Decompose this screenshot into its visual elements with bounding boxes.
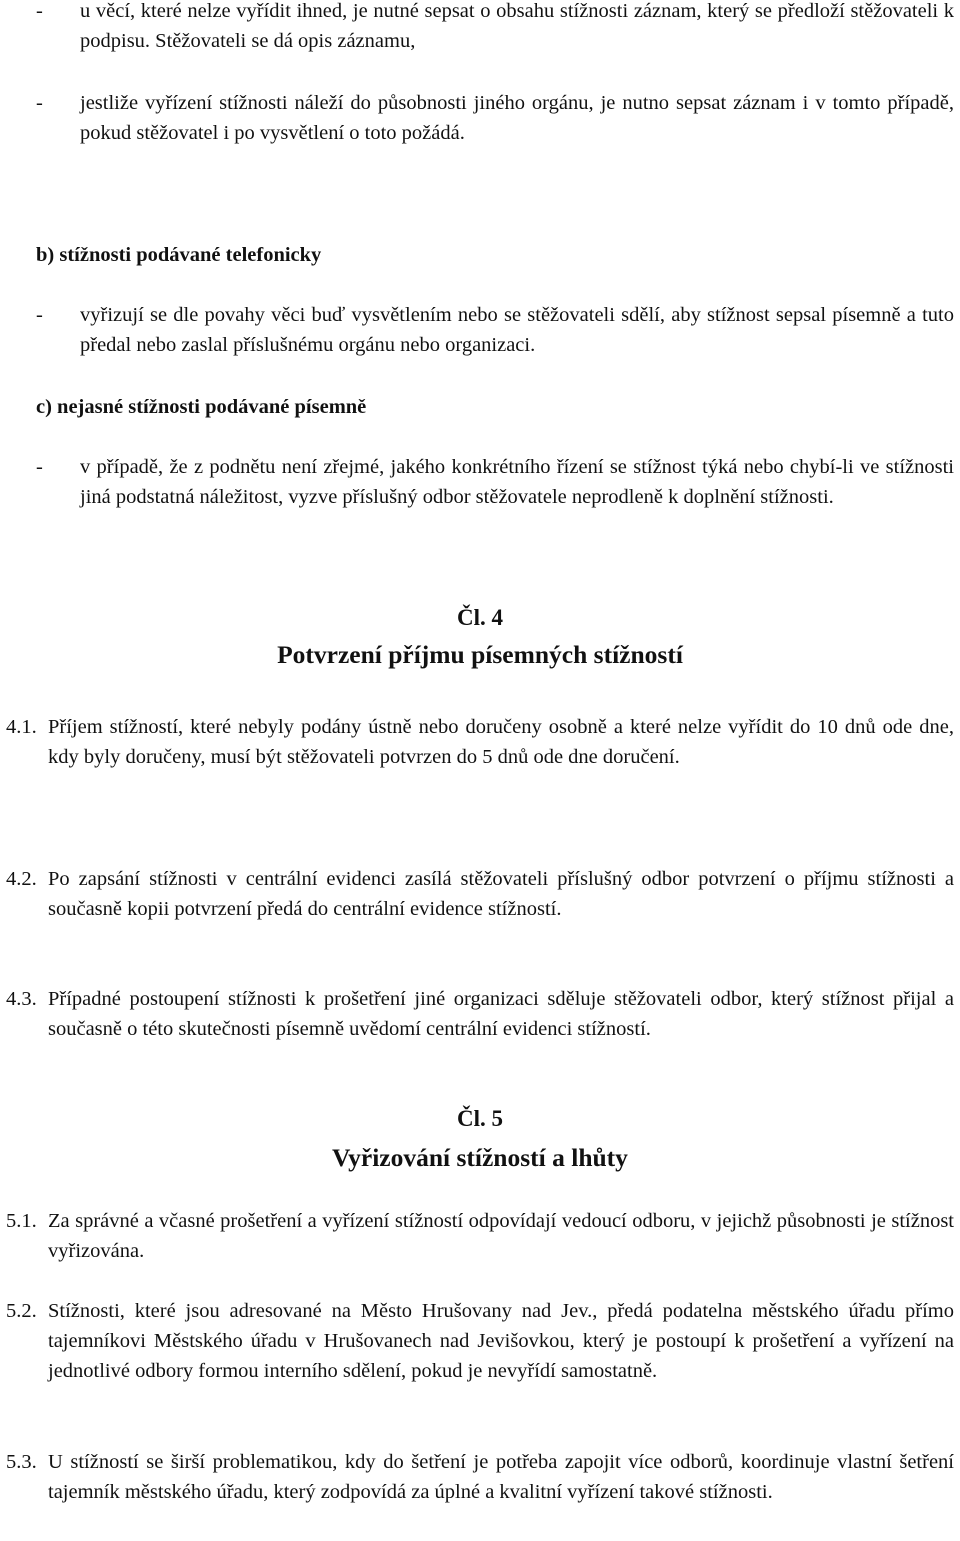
- list-item-text: jestliže vyřízení stížnosti náleží do působnosti jiného orgánu, je nutno sepsat záznam i v tomto případě, pokud stěžovatel i po vysvětlení o toto požádá.: [80, 92, 954, 144]
- article-5-number: Čl. 5: [457, 1106, 503, 1131]
- paragraph-number: 4.2.: [6, 868, 37, 890]
- dash-list-item: [0, 300, 960, 360]
- paragraph-number: 5.1.: [6, 1210, 37, 1232]
- paragraph-text: Po zapsání stížnosti v centrální evidenci zasílá stěžovateli příslušný odbor potvrzení o příjmu stížnosti a současně kopii potvrzení předá do centrální evidence stížností.: [48, 868, 954, 920]
- paragraph-number: 4.1.: [6, 716, 37, 738]
- paragraph-number: 4.3.: [6, 988, 37, 1010]
- paragraph-4-1: [0, 712, 960, 772]
- paragraph-number: 5.2.: [6, 1300, 37, 1322]
- paragraph-number: 5.3.: [6, 1451, 37, 1473]
- dash-list-item: [0, 88, 960, 148]
- paragraph-4-2: [0, 864, 960, 924]
- paragraph-text: Stížnosti, které jsou adresované na Město Hrušovany nad Jev., předá podatelna městského úřadu přímo tajemníkovi Městského úřadu v Hrušovanech nad Jevišovkou, který je postoupí k prošetření a vyřízení na jednotlivé odbory formou interního sdělení, pokud je nevyřídí samostatně.: [48, 1300, 954, 1382]
- section-c-heading: c) nejasné stížnosti podávané písemně: [36, 396, 367, 418]
- paragraph-5-2: [0, 1296, 960, 1386]
- list-item-text: u věcí, které nelze vyřídit ihned, je nutné sepsat o obsahu stížnosti záznam, který se předloží stěžovateli k podpisu. Stěžovateli se dá opis záznamu,: [80, 0, 954, 52]
- paragraph-5-1: [0, 1206, 960, 1266]
- list-item-text: v případě, že z podnětu není zřejmé, jakého konkrétního řízení se stížnost týká nebo chybí-li ve stížnosti jiná podstatná náležitost, vyzve příslušný odbor stěžovatele neprodleně k doplnění stížnosti.: [80, 456, 954, 508]
- dash-marker: -: [36, 456, 43, 478]
- section-a-item-1: [0, 0, 960, 56]
- section-a-item-2: [0, 88, 960, 148]
- paragraph-text: U stížností se širší problematikou, kdy do šetření je potřeba zapojit více odborů, koordinuje vlastní šetření tajemník městského úřadu, který zodpovídá za úplné a kvalitní vyřízení takové stížnosti.: [48, 1451, 954, 1503]
- dash-marker: -: [36, 0, 43, 22]
- paragraph-text: Příjem stížností, které nebyly podány ústně nebo doručeny osobně a které nelze vyřídit do 10 dnů ode dne, kdy byly doručeny, musí být stěžovateli potvrzen do 5 dnů ode dne doručení.: [48, 716, 954, 768]
- section-b-heading: b) stížnosti podávané telefonicky: [36, 244, 322, 266]
- dash-marker: -: [36, 92, 43, 114]
- paragraph-4-3: [0, 984, 960, 1044]
- dash-marker: -: [36, 304, 43, 326]
- article-5-title: Vyřizování stížností a lhůty: [332, 1143, 628, 1172]
- article-4-title: Potvrzení příjmu písemných stížností: [277, 640, 683, 669]
- dash-list-item: [0, 0, 960, 56]
- paragraph-text: Případné postoupení stížnosti k prošetření jiné organizaci sděluje stěžovateli odbor, který stížnost přijal a současně o této skutečnosti písemně uvědomí centrální evidenci stížností.: [48, 988, 954, 1040]
- paragraph-5-3: [0, 1447, 960, 1507]
- article-4-number: Čl. 4: [457, 605, 503, 630]
- dash-list-item: [0, 452, 960, 512]
- list-item-text: vyřizují se dle povahy věci buď vysvětlením nebo se stěžovateli sdělí, aby stížnost sepsal písemně a tuto předal nebo zaslal příslušnému orgánu nebo organizaci.: [80, 304, 954, 356]
- paragraph-text: Za správné a včasné prošetření a vyřízení stížností odpovídají vedoucí odboru, v jejichž působnosti je stížnost vyřizována.: [48, 1210, 954, 1262]
- section-b-item: [0, 300, 960, 360]
- section-c-item: [0, 452, 960, 512]
